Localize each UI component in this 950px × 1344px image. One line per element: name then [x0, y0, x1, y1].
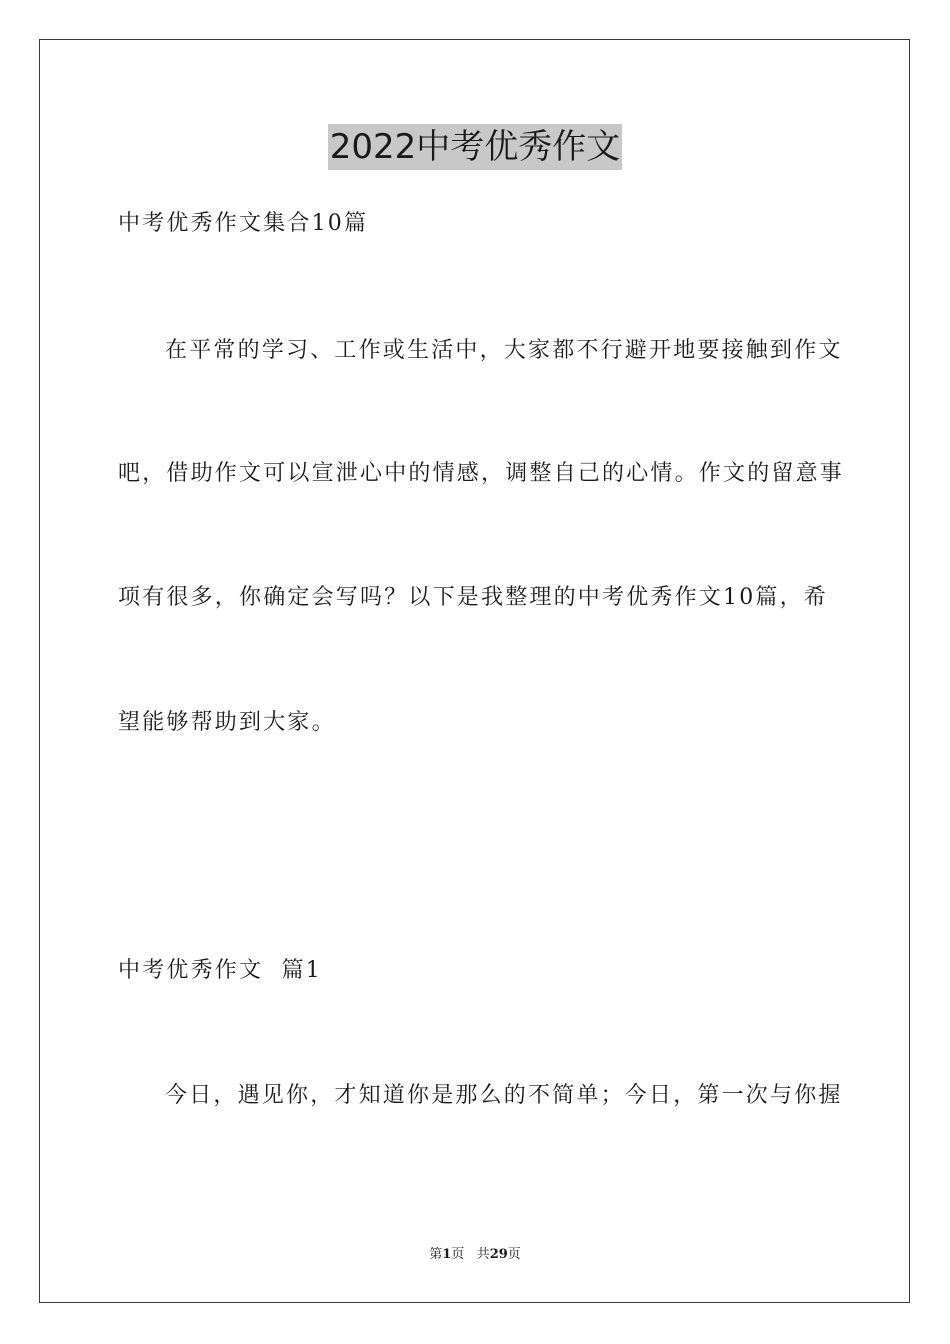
footer-total-suffix: 页: [507, 1247, 521, 1262]
document-title-wrapper: [0, 124, 950, 170]
section-heading: 中考优秀作文 篇1: [118, 958, 322, 983]
intro-line-2: 吧，借助作文可以宣泄心中的情感，调整自己的心情。作文的留意事: [118, 461, 845, 486]
footer-page-number: 1: [442, 1247, 452, 1262]
footer-prefix: 第: [429, 1247, 443, 1262]
page-footer: [0, 1246, 950, 1264]
footer-total-prefix: 共: [476, 1247, 490, 1262]
intro-line-3: 项有很多，你确定会写吗？以下是我整理的中考优秀作文10篇，希: [118, 585, 828, 610]
footer-total-pages: 29: [489, 1247, 508, 1262]
intro-line-1: 在平常的学习、工作或生活中，大家都不行避开地要接触到作文: [165, 338, 843, 363]
document-title: 2022中考优秀作文: [328, 124, 623, 170]
section-line-1: 今日，遇见你，才知道你是那么的不简单；今日，第一次与你握: [165, 1083, 843, 1108]
document-subtitle: 中考优秀作文集合10篇: [118, 211, 369, 236]
intro-line-4: 望能够帮助到大家。: [118, 710, 336, 735]
footer-page-suffix: 页: [451, 1247, 465, 1262]
